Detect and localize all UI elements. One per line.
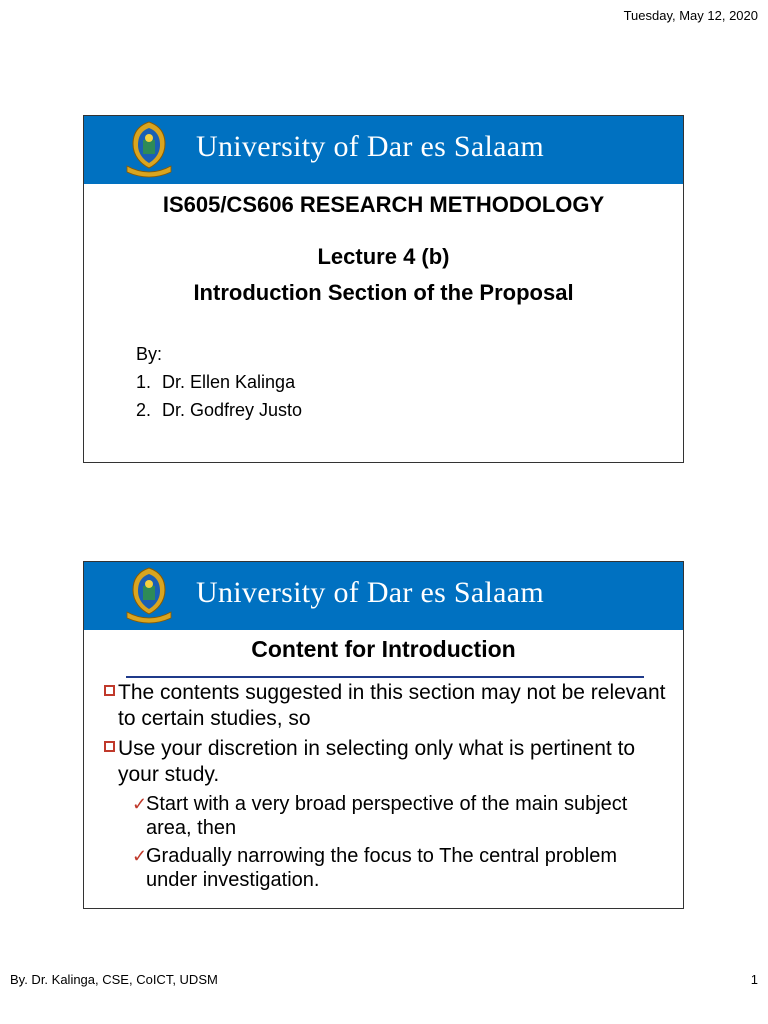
author-item [136,372,302,400]
university-crest-icon [121,566,177,626]
university-crest-icon [121,120,177,180]
heading-underline [126,676,644,678]
bullet-text: The contents suggested in this section may not be relevant to certain studies, so [118,681,666,730]
sub-bullet-text: Start with a very broad perspective of the main subject area, then [146,793,628,839]
sub-bullet-item [132,792,672,840]
by-label: By: [136,344,163,364]
slide-content [83,561,684,909]
author-name: Dr. Godfrey Justo [162,400,303,420]
header-date: Tuesday, May 12, 2020 [623,8,758,23]
sub-bullet-text: Gradually narrowing the focus to The central problem under investigation. [146,845,617,891]
checkmark-icon: ✓ [132,794,148,814]
page-number: 1 [750,972,758,987]
slide-heading: Content for Introduction [251,636,516,662]
author-number: 1. [136,372,152,392]
slide-title [83,115,684,463]
author-list [136,372,302,428]
university-banner [84,116,683,184]
sub-bullet-list [132,792,672,896]
course-title: IS605/CS606 RESEARCH METHODOLOGY [162,192,605,217]
author-number: 2. [136,400,152,420]
footer-credit: By. Dr. Kalinga, CSE, CoICT, UDSM [10,972,218,987]
bullet-item [104,736,674,788]
author-name: Dr. Ellen Kalinga [162,372,296,392]
lecture-number: Lecture 4 (b) [317,244,450,269]
university-name: University of Dar es Salaam [196,130,545,163]
lecture-subtitle: Introduction Section of the Proposal [193,280,574,305]
university-name: University of Dar es Salaam [196,576,545,609]
bullet-item [104,680,674,732]
bullet-text: Use your discretion in selecting only what is pertinent to your study. [118,737,636,786]
checkbox-bullet-icon [104,741,115,752]
bullet-list [104,680,674,792]
sub-bullet-item [132,844,672,892]
checkbox-bullet-icon [104,685,115,696]
checkmark-icon: ✓ [132,846,148,866]
university-banner [84,562,683,630]
author-item [136,400,302,428]
